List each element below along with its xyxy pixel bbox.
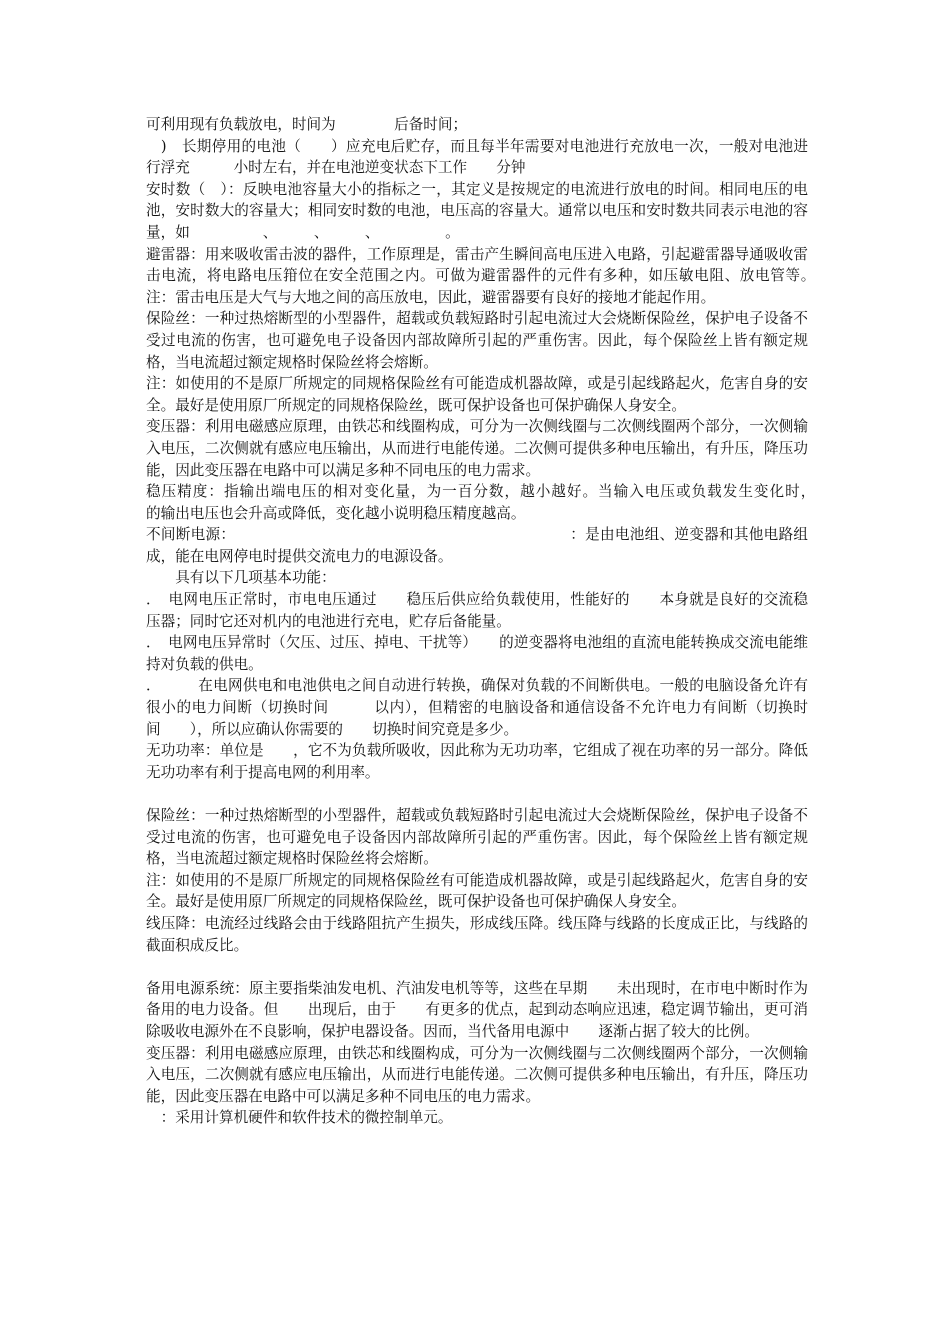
document-body (146, 114, 838, 1129)
blank-line (146, 783, 808, 805)
para-fuse-note: 注：如使用的不是原厂所规定的同规格保险丝有可能造成机器故障，或是引起线路起火，危害自身的安全。最好是使用原厂所规定的同规格保险丝，既可保护设备也可保护确保人身安全。 (146, 375, 808, 414)
blank-line (146, 956, 808, 978)
para-backup-time: 可利用现有负载放电，时间为 后备时间； (146, 116, 468, 133)
para-transformer-repeat: 变压器：利用电磁感应原理，由铁芯和线圈构成，可分为一次侧线圈与二次侧线圈两个部分，一次侧输入电压，二次侧就有感应电压输出，从而进行电能传递。二次侧可提供多种电压输出，有升压，降压功能，因此变压器在电路中可以满足多种不同电压的电力需求。 (146, 1044, 808, 1105)
para-line-drop: 线压降：电流经过线路会由于线路阻抗产生损失，形成线压降。线压降与线路的长度成正比，与线路的截面积成反比。 (146, 914, 808, 954)
para-surge-arrester: 避雷器：用来吸收雷击波的器件，工作原理是，雷击产生瞬间高电压进入电路，引起避雷器导通吸收雷击电流，将电路电压箝位在安全范围之内。可做为避雷器件的元件有多种，如压敏电阻、放电管等。 注：雷击电压是大气与大地之间的高压放电，因此，避雷器要有良好的接地才能起作用。 (146, 245, 823, 306)
para-mcu: ：采用计算机硬件和软件技术的微控制单元。 (146, 1109, 453, 1127)
para-ups-function-1: ． 电网电压正常时，市电电压通过 稳压后供应给负载使用，性能好的 本身就是良好的交流稳压器；同时它还对机内的电池进行充电，贮存后备能量。 (146, 591, 808, 630)
para-ups-function-3: ． 在电网供电和电池供电之间自动进行转换，确保对负载的不间断供电。一般的电脑设备允许有很小的电力间断（切换时间 以内），但精密的电脑设备和通信设备不允许电力有间断（切换时间 ），所以应确认你需要的 切换时间究竟是多少。 (146, 677, 808, 738)
para-backup-power-system: 备用电源系统：原主要指柴油发电机、汽油发电机等等，这些在早期 未出现时，在市电中断时作为备用的电力设备。但 出现后，由于 有更多的优点，起到动态响应迅速，稳定调节输出，更可消除吸收电源外在不良影响，保护电器设备。因而，当代备用电源中 逐渐占据了较大的比例。 (146, 979, 808, 1040)
para-regulation-accuracy: 稳压精度：指输出端电压的相对变化量，为一百分数，越小越好。当输入电压或负载发生变化时， 的输出电压也会升高或降低，变化越小说明稳压精度越高。 (146, 483, 838, 522)
para-ups-function-2: ． 电网电压异常时（欠压、过压、掉电、干扰等） 的逆变器将电池组的直流电能转换成交流电能维持对负载的供电。 (146, 634, 808, 673)
para-amp-hours: 安时数（ ）：反映电池容量大小的指标之一，其定义是按规定的电流进行放电的时间。相同电压的电池，安时数大的容量大；相同安时数的电池，电压高的容量大。通常以电压和安时数共同表示电池的容量，如 、 、 、 。 (146, 180, 808, 241)
para-battery-storage: ) 长期停用的电池（ ）应充电后贮存，而且每半年需要对电池进行充放电一次，一般对电池进行浮充 小时左右，并在电池逆变状态下工作 分钟 (146, 137, 808, 177)
para-ups-definition: 不间断电源： ：是由电池组、逆变器和其他电路组成，能在电网停电时提供交流电力的电源设备。 (146, 526, 808, 565)
para-reactive-power: 无功功率：单位是 ，它不为负载所吸收，因此称为无功功率，它组成了视在功率的另一部分。降低无功功率有利于提高电网的利用率。 (146, 742, 808, 781)
para-ups-functions-intro: 具有以下几项基本功能： (146, 569, 336, 587)
para-transformer: 变压器：利用电磁感应原理，由铁芯和线圈构成，可分为一次侧线圈与二次侧线圈两个部分，一次侧输入电压，二次侧就有感应电压输出，从而进行电能传递。二次侧可提供多种电压输出，有升压，降压功能，因此变压器在电路中可以满足多种不同电压的电力需求。 (146, 418, 808, 479)
para-fuse: 保险丝：一种过热熔断型的小型器件，超载或负载短路时引起电流过大会烧断保险丝，保护电子设备不受过电流的伤害，也可避免电子设备因内部故障所引起的严重伤害。因此，每个保险丝上皆有额定规格，当电流超过额定规格时保险丝将会熔断。 (146, 310, 808, 371)
para-fuse-note-repeat: 注：如使用的不是原厂所规定的同规格保险丝有可能造成机器故障，或是引起线路起火，危害自身的安全。最好是使用原厂所规定的同规格保险丝，既可保护设备也可保护确保人身安全。 (146, 871, 808, 911)
para-fuse-repeat: 保险丝：一种过热熔断型的小型器件，超载或负载短路时引起电流过大会烧断保险丝，保护电子设备不受过电流的伤害，也可避免电子设备因内部故障所引起的严重伤害。因此，每个保险丝上皆有额定规格，当电流超过额定规格时保险丝将会熔断。 (146, 807, 808, 868)
